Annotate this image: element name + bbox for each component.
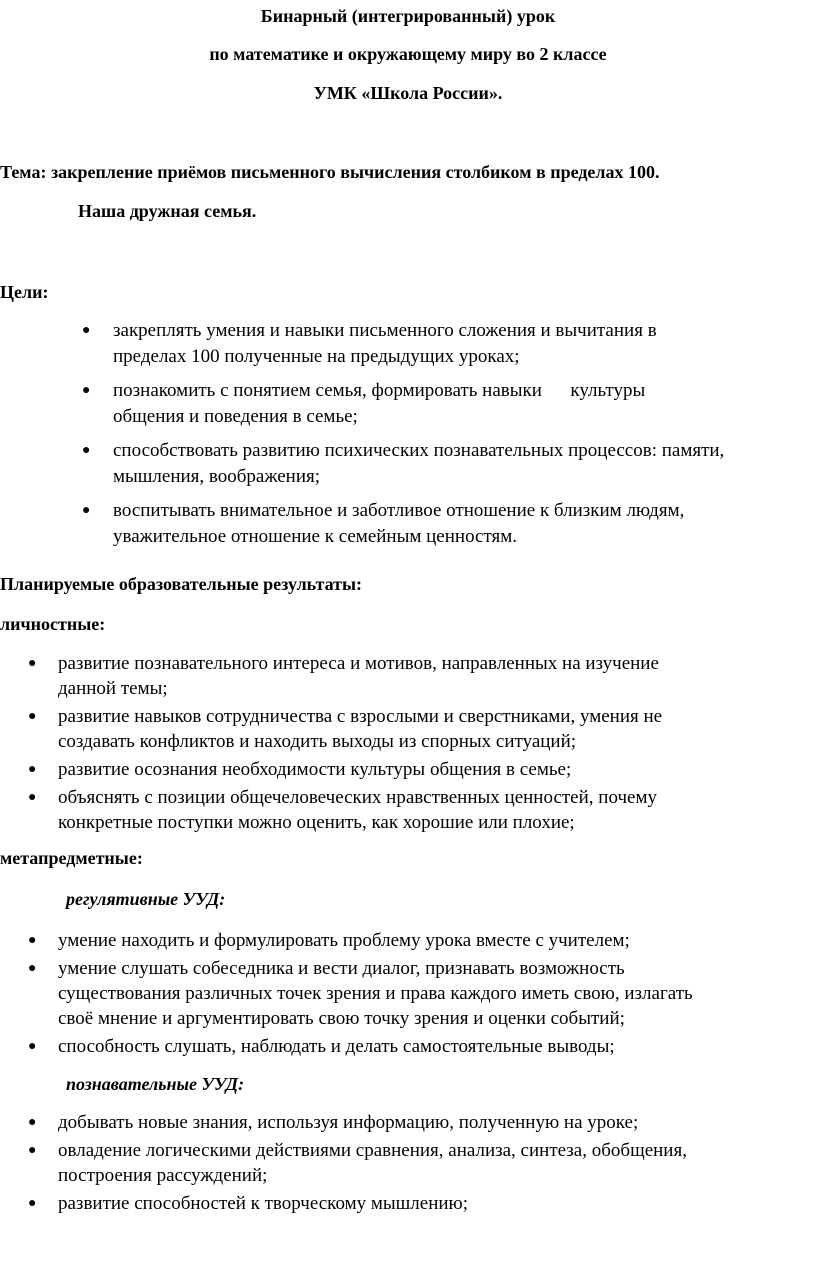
list-item: ● объяснять с позиции общечеловеческих нравственных ценностей, почему конкретные поступки можно оценить, как хорошие или плохие; bbox=[28, 787, 657, 833]
list-item: ● развитие способностей к творческому мышлению; bbox=[28, 1193, 469, 1214]
curriculum-title: УМК «Школа России». bbox=[313, 83, 503, 103]
bullet-icon: ● bbox=[28, 656, 37, 671]
cognitive-uud-heading: познавательные УУД: bbox=[66, 1074, 245, 1094]
list-item: ● развитие познавательного интереса и мотивов, направленных на изучение данной темы; bbox=[28, 653, 659, 699]
regulatory-uud-heading: регулятивные УУД: bbox=[66, 889, 226, 909]
bullet-icon: ● bbox=[82, 323, 91, 338]
bullet-icon: ● bbox=[82, 503, 91, 518]
lesson-type-title: Бинарный (интегрированный) урок bbox=[260, 6, 556, 26]
list-item: ● воспитывать внимательное и заботливое отношение к близким людям, уважительное отношение к семейным ценностям. bbox=[82, 500, 685, 547]
list-item: ● развитие навыков сотрудничества с взрослыми и сверстниками, умения не создавать конфликтов и находить выходы из спорных ситуаций; bbox=[28, 706, 663, 752]
bullet-icon: ● bbox=[28, 1115, 37, 1130]
bullet-icon: ● bbox=[28, 961, 37, 976]
bullet-icon: ● bbox=[82, 443, 91, 458]
personal-results-heading: личностные: bbox=[0, 614, 106, 634]
goals-heading: Цели: bbox=[0, 282, 49, 302]
bullet-icon: ● bbox=[28, 790, 37, 805]
goals-list bbox=[82, 318, 816, 558]
topic-line: Тема: закрепление приёмов письменного вычисления столбиком в пределах 100. bbox=[0, 162, 660, 182]
bullet-icon: ● bbox=[28, 709, 37, 724]
results-heading: Планируемые образовательные результаты: bbox=[0, 574, 362, 594]
cognitive-uud-list bbox=[28, 1110, 816, 1219]
bullet-icon: ● bbox=[28, 1039, 37, 1054]
meta-results-heading: метапредметные: bbox=[0, 848, 143, 868]
bullet-icon: ● bbox=[82, 383, 91, 398]
regulatory-uud-list bbox=[28, 928, 816, 1062]
topic-subtitle: Наша дружная семья. bbox=[78, 201, 257, 221]
bullet-icon: ● bbox=[28, 1143, 37, 1158]
bullet-icon: ● bbox=[28, 933, 37, 948]
list-item: ● умение находить и формулировать проблему урока вместе с учителем; bbox=[28, 930, 630, 951]
lesson-subject-title: по математике и окружающему миру во 2 классе bbox=[209, 44, 607, 64]
list-item: ● добывать новые знания, используя информацию, полученную на уроке; bbox=[28, 1112, 639, 1133]
list-item: ● овладение логическими действиями сравнения, анализа, синтеза, обобщения, построения рассуждений; bbox=[28, 1140, 687, 1186]
list-item: ● познакомить с понятием семья, формировать навыки культуры общения и поведения в семье; bbox=[82, 380, 646, 427]
list-item: ● закреплять умения и навыки письменного сложения и вычитания в пределах 100 полученные на предыдущих уроках; bbox=[82, 320, 657, 367]
bullet-icon: ● bbox=[28, 1196, 37, 1211]
list-item: ● развитие осознания необходимости культуры общения в семье; bbox=[28, 759, 572, 780]
list-item: ● способствовать развитию психических познавательных процессов: памяти, мышления, воображения; bbox=[82, 440, 725, 487]
personal-results-list bbox=[28, 651, 816, 838]
bullet-icon: ● bbox=[28, 762, 37, 777]
list-item: ● умение слушать собеседника и вести диалог, признавать возможность существования различных точек зрения и права каждого иметь свою, излагать своё мнение и аргументировать свою точку зрения и оценки событий; bbox=[28, 958, 693, 1029]
list-item: ● способность слушать, наблюдать и делать самостоятельные выводы; bbox=[28, 1036, 615, 1057]
